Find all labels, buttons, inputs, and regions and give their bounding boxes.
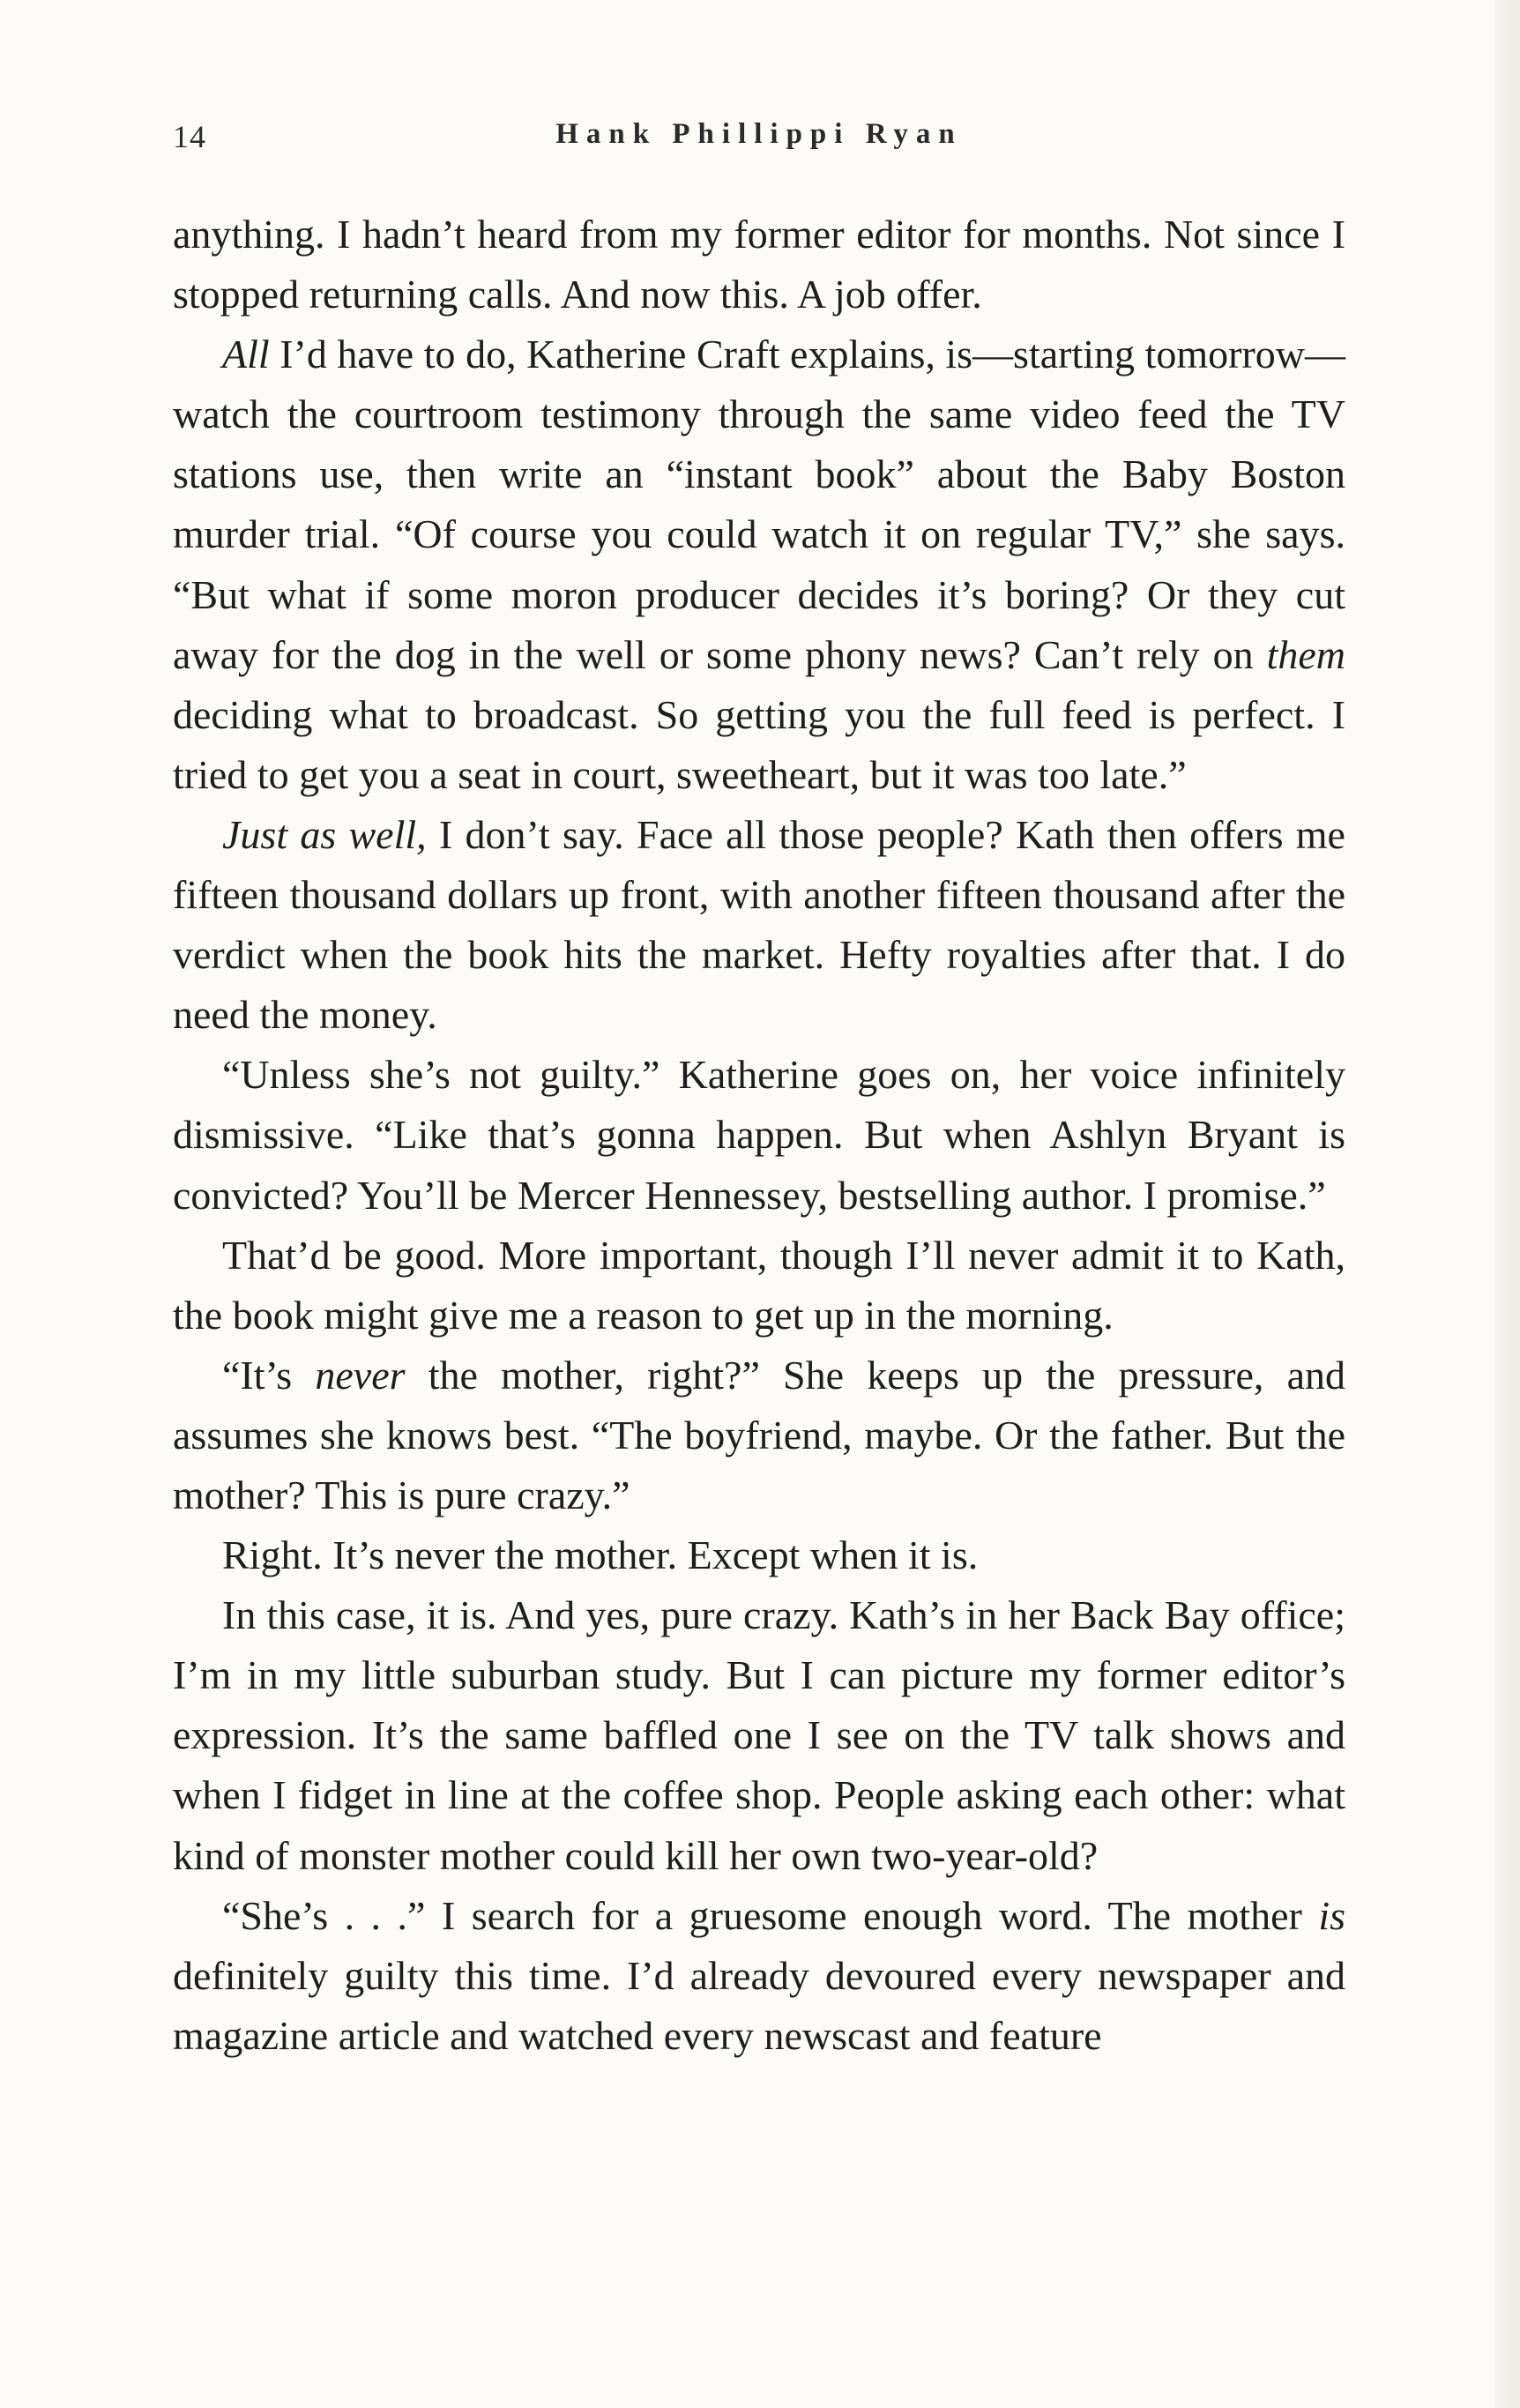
paragraph-text: deciding what to broadcast. So getting you the full feed is perfect. I tried to get you a seat in court, sweetheart, but it was too late.”: [173, 691, 1345, 797]
paragraph: [173, 805, 1345, 1045]
paragraph: [173, 1045, 1345, 1225]
paragraph-text: I’d have to do, Katherine Craft explains, is—starting tomorrow—watch the courtroom testimony through the same video feed the TV stations use, then write an “instant book” about the Baby Boston murder trial. “Of course you could watch it on regular TV,” she says. “But what if some moron producer decides it’s boring? Or they cut away for the dog in the well or some phony news? Can’t rely on: [173, 332, 1345, 677]
paragraph-text: In this case, it is. And yes, pure crazy. Kath’s in her Back Bay office; I’m in my little suburban study. But I can picture my former editor’s expression. It’s the same baffled one I see on the TV talk shows and when I fidget in line at the coffee shop. People asking each other: what kind of monster mother could kill her own two-year-old?: [173, 1592, 1345, 1878]
paragraph: [173, 1886, 1345, 2066]
paragraph: [173, 1346, 1345, 1525]
paragraph-text: That’d be good. More important, though I’ll never admit it to Kath, the book might give me a reason to get up in the morning.: [173, 1232, 1345, 1338]
paragraph: [173, 324, 1345, 805]
page-header: [173, 118, 1345, 171]
paragraph-text: anything. I hadn’t heard from my former editor for months. Not since I stopped returning calls. And now this. A job offer.: [173, 212, 1345, 317]
italic-text: them: [1266, 631, 1345, 677]
italic-text: never: [315, 1352, 406, 1398]
paragraph-text: the mother, right?” She keeps up the pressure, and assumes she knows best. “The boyfriend, maybe. Or the father. But the mother? This is pure crazy.”: [173, 1352, 1345, 1517]
body-text: [173, 205, 1345, 2066]
page-number: 14: [173, 119, 206, 154]
paragraph-text: “Unless she’s not guilty.” Katherine goes on, her voice infinitely dismissive. “Like that’s gonna happen. But when Ashlyn Bryant is convicted? You’ll be Mercer Hennessey, bestselling author. I promise.”: [173, 1052, 1345, 1218]
paragraph-text: “It’s: [222, 1352, 316, 1398]
running-head-author: Hank Phillippi Ryan: [555, 118, 963, 150]
paragraph-text: Right. It’s never the mother. Except when it is.: [222, 1532, 979, 1578]
paragraph-text: “She’s . . .” I search for a gruesome enough word. The mother: [222, 1892, 1319, 1938]
paragraph: [173, 205, 1345, 324]
paragraph: [173, 1525, 1345, 1585]
paragraph-text: I don’t say. Face all those people? Kath then offers me fifteen thousand dollars up front, with another fifteen thousand after the verdict when the book hits the market. Hefty royalties after that. I do need the money.: [173, 811, 1345, 1038]
paragraph-text: definitely guilty this time. I’d already devoured every newspaper and magazine article and watched every newscast and feature: [173, 1952, 1345, 2058]
italic-text: All: [222, 332, 270, 377]
page-edge-shadow: [1495, 0, 1520, 2408]
paragraph: [173, 1585, 1345, 1885]
italic-text: Just as well,: [222, 811, 427, 857]
italic-text: is: [1318, 1892, 1345, 1938]
paragraph: [173, 1226, 1345, 1346]
